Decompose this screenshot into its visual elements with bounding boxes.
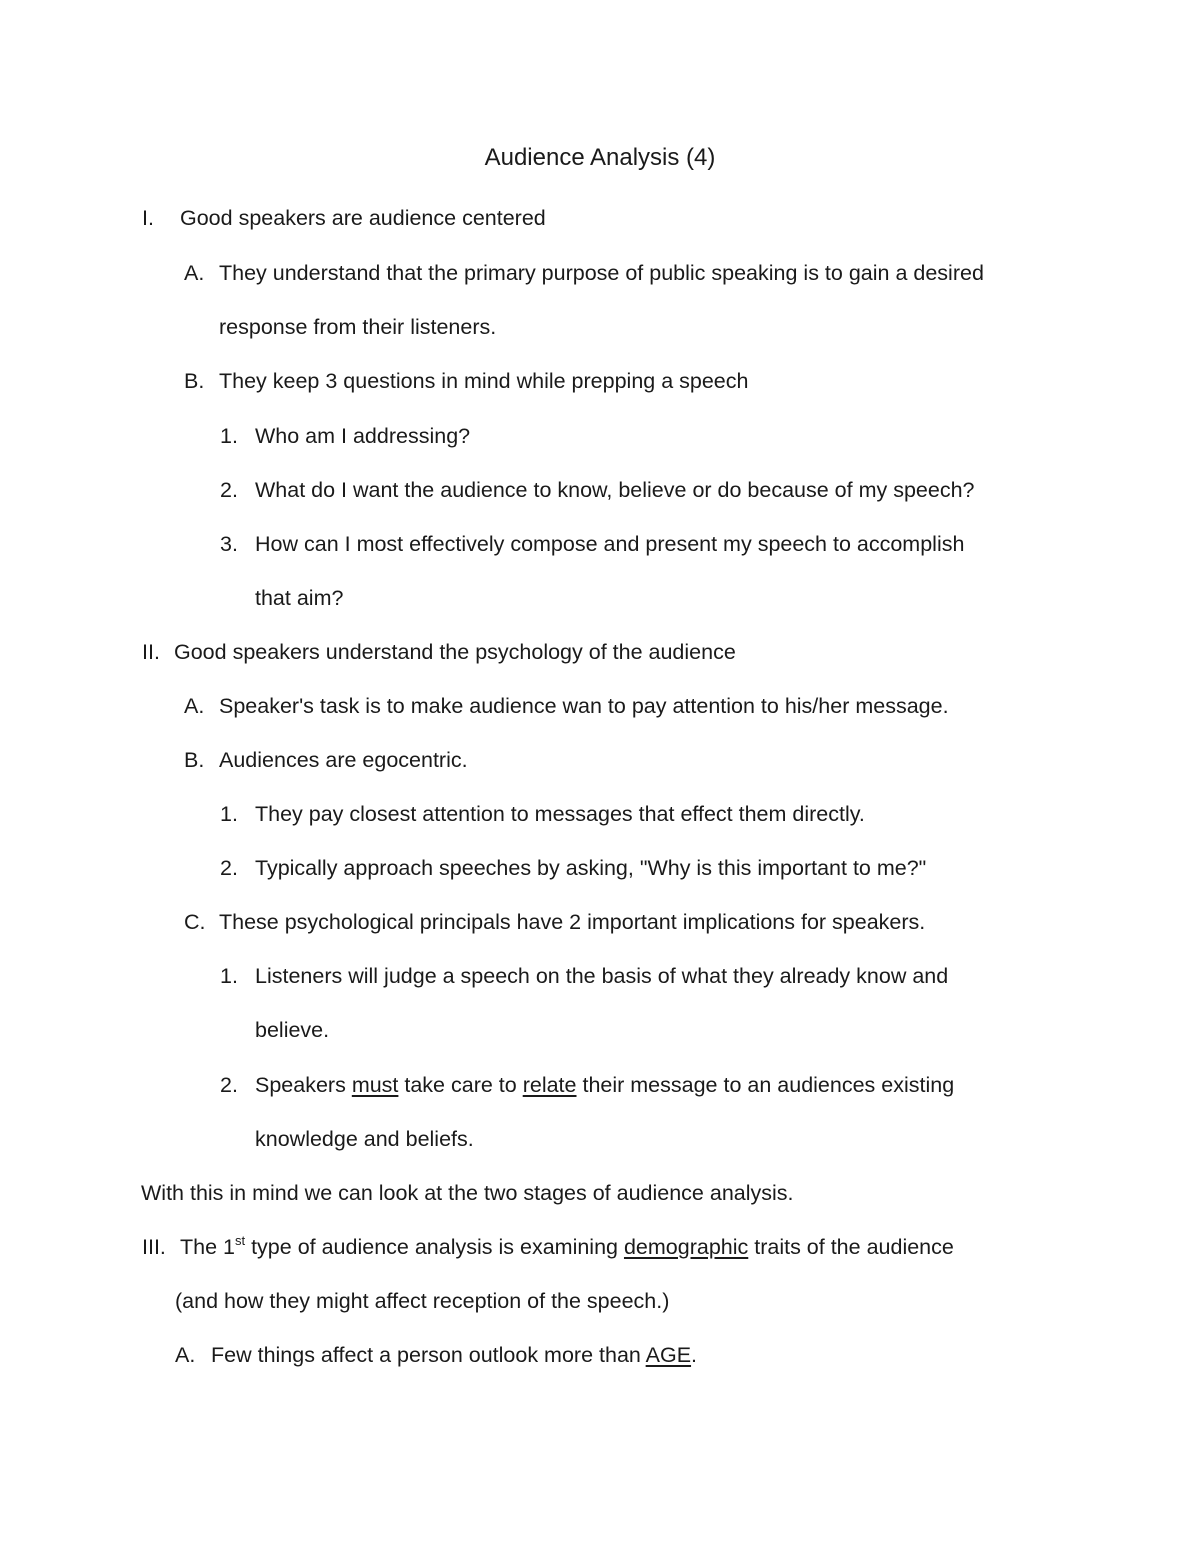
outline-marker-ii-b: B.: [184, 748, 205, 772]
underlined-word-demographic: demographic: [623, 1235, 749, 1259]
outline-item-ii: Good speakers understand the psychology of the audience: [174, 640, 736, 664]
outline-marker-i-b-2: 2.: [220, 478, 238, 502]
text-run: Few things affect a person outlook more than: [211, 1343, 646, 1367]
text-run: type of audience analysis is examining: [245, 1235, 624, 1259]
text-run: The 1: [180, 1235, 235, 1259]
outline-item-ii-a: Speaker's task is to make audience wan to pay attention to his/her message.: [219, 694, 949, 718]
page-title: Audience Analysis (4): [484, 144, 716, 171]
outline-item-iii-line2: (and how they might affect reception of the speech.): [175, 1289, 670, 1313]
outline-marker-iii-a: A.: [175, 1343, 196, 1367]
outline-item-i-b-1: Who am I addressing?: [255, 424, 471, 448]
text-run: .: [691, 1343, 698, 1367]
outline-item-i-b-3-line2: that aim?: [255, 586, 344, 610]
outline-item-ii-c-1-line1: Listeners will judge a speech on the basis of what they already know and: [255, 964, 949, 988]
outline-marker-i: I.: [142, 206, 154, 230]
outline-item-ii-c-2-line2: knowledge and beliefs.: [255, 1127, 474, 1151]
outline-marker-ii-c-2: 2.: [220, 1073, 238, 1097]
outline-marker-ii-c: C.: [184, 910, 206, 934]
outline-marker-i-b-1: 1.: [220, 424, 238, 448]
outline-marker-i-a: A.: [184, 261, 205, 285]
outline-marker-ii-b-1: 1.: [220, 802, 238, 826]
outline-item-iii-a: [211, 1340, 697, 1370]
outline-item-i: Good speakers are audience centered: [180, 206, 546, 230]
outline-item-i-b-3-line1: How can I most effectively compose and present my speech to accomplish: [255, 532, 965, 556]
outline-item-ii-b-1: They pay closest attention to messages that effect them directly.: [255, 802, 865, 826]
underlined-word-age: AGE: [645, 1343, 692, 1367]
outline-marker-ii-a: A.: [184, 694, 205, 718]
outline-marker-ii: II.: [142, 640, 160, 664]
outline-item-i-a-line1: They understand that the primary purpose of public speaking is to gain a desired: [219, 261, 984, 285]
outline-marker-ii-c-1: 1.: [220, 964, 238, 988]
outline-marker-i-b-3: 3.: [220, 532, 238, 556]
outline-marker-ii-b-2: 2.: [220, 856, 238, 880]
outline-item-i-b: They keep 3 questions in mind while prepping a speech: [219, 369, 749, 393]
outline-item-i-a-line2: response from their listeners.: [219, 315, 497, 339]
text-run: take care to: [398, 1073, 523, 1097]
outline-item-ii-c: These psychological principals have 2 important implications for speakers.: [219, 910, 926, 934]
underlined-word-relate: relate: [522, 1073, 577, 1097]
transition-paragraph: With this in mind we can look at the two stages of audience analysis.: [141, 1181, 794, 1205]
outline-item-ii-b: Audiences are egocentric.: [219, 748, 468, 772]
text-run: Speakers: [255, 1073, 352, 1097]
outline-item-ii-c-1-line2: believe.: [255, 1018, 330, 1042]
outline-item-ii-c-2-line1: [255, 1070, 954, 1100]
superscript-st: st: [234, 1233, 246, 1248]
outline-item-iii-line1: [180, 1232, 954, 1262]
underlined-word-must: must: [351, 1073, 399, 1097]
outline-item-i-b-2: What do I want the audience to know, believe or do because of my speech?: [255, 478, 975, 502]
outline-marker-i-b: B.: [184, 369, 205, 393]
text-run: their message to an audiences existing: [576, 1073, 955, 1097]
outline-marker-iii: III.: [142, 1235, 166, 1259]
outline-item-ii-b-2: Typically approach speeches by asking, "Why is this important to me?": [255, 856, 927, 880]
text-run: traits of the audience: [748, 1235, 954, 1259]
